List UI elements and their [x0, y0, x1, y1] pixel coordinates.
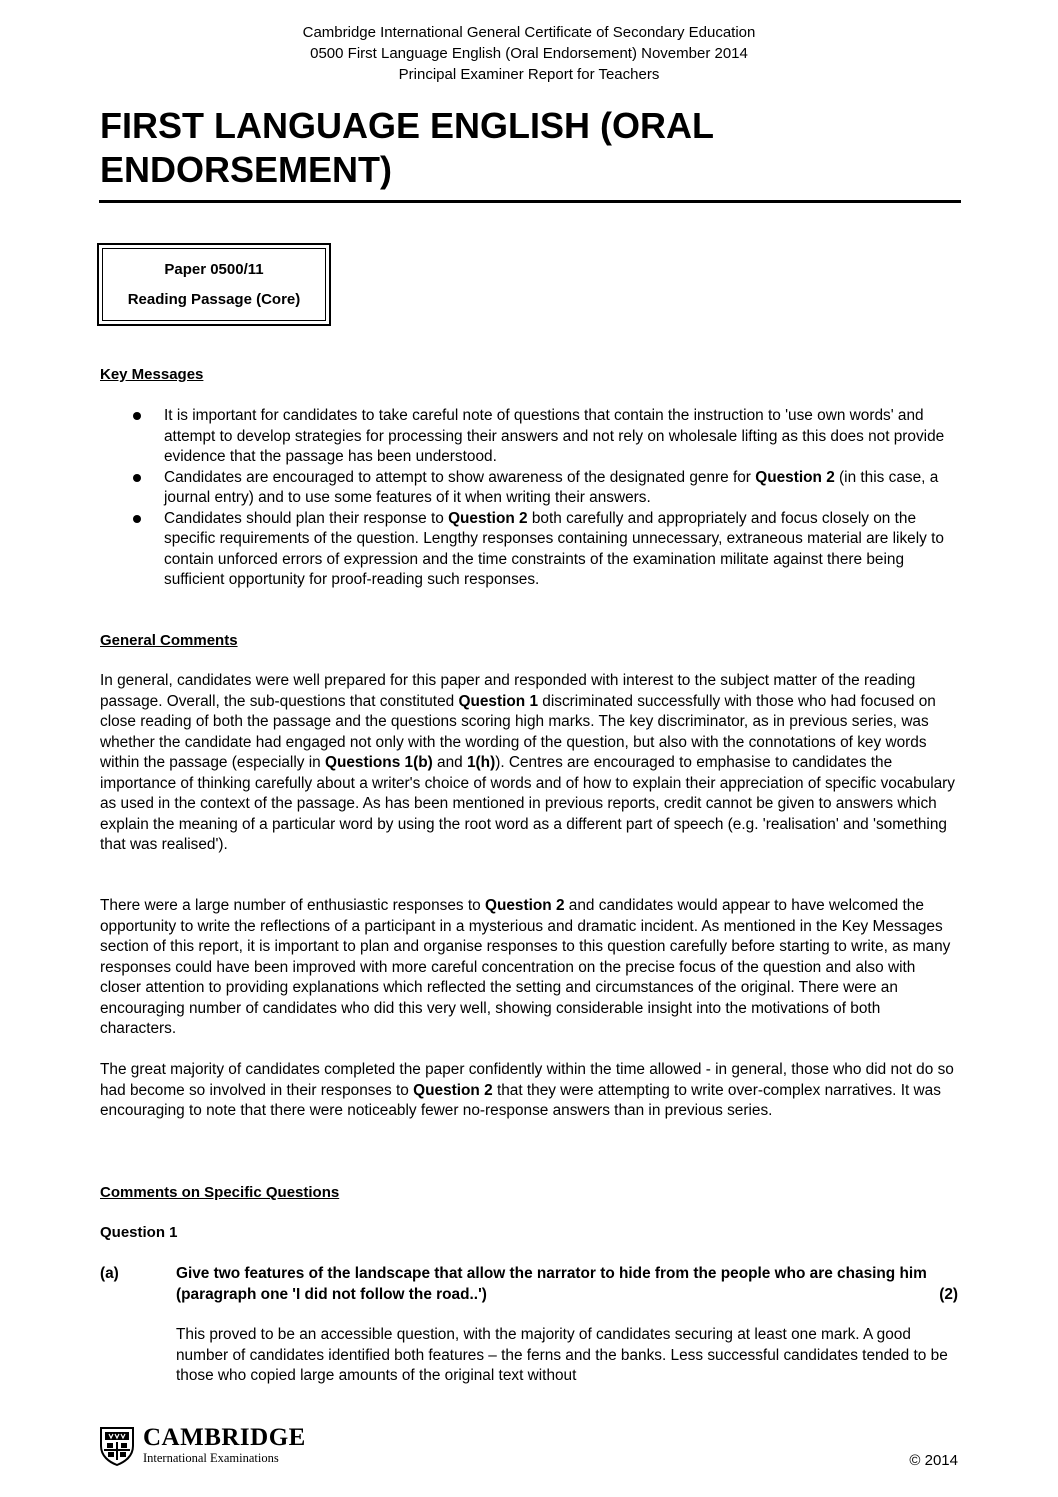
- logo-subtitle: International Examinations: [143, 1451, 279, 1465]
- specific-questions-heading: Comments on Specific Questions: [100, 1184, 340, 1201]
- question-marks: (2): [939, 1285, 958, 1303]
- header-line-report-type: Principal Examiner Report for Teachers: [398, 66, 660, 83]
- bullet-text: Candidates are encouraged to attempt to show awareness of the designated genre for: [164, 468, 756, 486]
- paper-box-inner-border: [102, 248, 326, 321]
- paragraph-text: In general, candidates were well prepared for this paper and responded with interest to the subject matter of the reading passage. Overall, the sub-questions that constituted: [100, 672, 916, 710]
- paper-name: Reading Passage (Core): [127, 291, 301, 308]
- question-ref: Question 2: [755, 468, 835, 486]
- question-ref: Question 2: [484, 897, 565, 914]
- question-part-text: Give two features of the landscape that allow the narrator to hide from the people who are chasing him (paragraph one 'I did not follow the road..'): [176, 1265, 927, 1303]
- question-ref: 1(h): [466, 754, 496, 771]
- bullet-text: (in this case, a journal entry) and to use some features of it when writing their answers.: [164, 468, 939, 506]
- list-item: [100, 468, 960, 509]
- page-title-line2: ENDORSEMENT): [100, 149, 393, 190]
- general-comments-paragraph-3: [100, 1060, 960, 1122]
- question-ref: Questions 1(b): [325, 754, 433, 771]
- paragraph-text: The great majority of candidates completed the paper confidently within the time allowed - in general, those who did not do so had become so involved in their responses to: [100, 1061, 954, 1099]
- general-comments-paragraph-2: [100, 896, 960, 1040]
- paper-code: Paper 0500/11: [164, 261, 264, 278]
- page-header: [0, 22, 1058, 85]
- bullet-text: both carefully and appropriately and focus closely on the specific requirements of the question. Lengthy responses containing unnecessary, extraneous material are likely to contain unforced errors of expression and the time constraints of the examination militate against there being sufficient opportunity for proof-reading such responses.: [164, 509, 944, 588]
- bullet-text: It is important for candidates to take careful note of questions that contain the instruction to 'use own words' and attempt to develop strategies for processing their answers and not rely on wholesale lifting as this does not provide evidence that the passage has been understood.: [164, 407, 945, 465]
- header-line-qualification: Cambridge International General Certificate of Secondary Education: [302, 24, 756, 41]
- paragraph-text: and candidates would appear to have welcomed the opportunity to write the reflections of a participant in a mysterious and dramatic incident. As mentioned in the Key Messages section of this report, it is important to plan and organise responses to this question carefully before starting to write, as many responses could have been improved with more careful concentration on the precise focus of the question and also with closer attention to providing explanations which reflected the setting and circumstances of the original. There were an encouraging number of candidates who did this very well, showing considerable insight into the motivations of both characters.: [100, 897, 951, 1037]
- cambridge-crest-icon: [99, 1426, 135, 1466]
- paragraph-text: There were a large number of enthusiastic responses to: [100, 897, 485, 914]
- logo-wordmark: CAMBRIDGE: [143, 1424, 306, 1451]
- paragraph-text: that they were attempting to write over-complex narratives. It was encouraging to note that there were noticeably fewer no-response answers than in previous series.: [100, 1081, 941, 1119]
- header-line-syllabus: 0500 First Language English (Oral Endorsement) November 2014: [310, 45, 748, 62]
- list-item: [100, 406, 960, 468]
- page-title: [100, 104, 960, 192]
- key-messages-heading: Key Messages: [100, 366, 204, 383]
- general-comments-paragraph-1: [100, 671, 960, 856]
- bullet-text: Candidates should plan their response to: [164, 509, 449, 527]
- paragraph-text: discriminated successfully with those who had focused on close reading of both the passage and the questions scoring high marks. The key discriminator, as in previous series, was whether the candidate had engaged not only with the wording of the question, but also with the connotations of key words within the passage (especially in: [100, 692, 936, 771]
- key-messages-list: [100, 406, 960, 591]
- title-rule: [99, 200, 961, 203]
- paper-box: [97, 243, 331, 326]
- question-ref: Question 2: [413, 1081, 493, 1099]
- question-ref: Question 1: [458, 692, 539, 710]
- paragraph-text: ). Centres are encouraged to emphasise to candidates the importance of thinking carefully about a writer's choice of words and of how to explain their appreciation of specific vocabulary as used in the context of the passage. As has been mentioned in previous reports, credit cannot be given to answers which explain the meaning of a particular word by using the root word as a different part of speech (e.g. 'realisation' and 'something that was realised').: [100, 754, 956, 853]
- general-comments-heading: General Comments: [100, 632, 238, 649]
- question-ref: Question 2: [448, 509, 528, 527]
- question-1a-commentary: This proved to be an accessible question, with the majority of candidates securing at least one mark. A good number of candidates identified both features – the ferns and the banks. Less successful candidates tended to be those who copied large amounts of the original text without: [176, 1326, 948, 1384]
- cambridge-logo: [99, 1424, 319, 1468]
- question-part-label: (a): [100, 1265, 119, 1282]
- list-item: [100, 509, 960, 591]
- question-1-heading: Question 1: [100, 1224, 178, 1241]
- paragraph-text: and: [432, 754, 467, 771]
- page-title-line1: FIRST LANGUAGE ENGLISH (ORAL: [100, 105, 714, 146]
- copyright: © 2014: [909, 1452, 958, 1469]
